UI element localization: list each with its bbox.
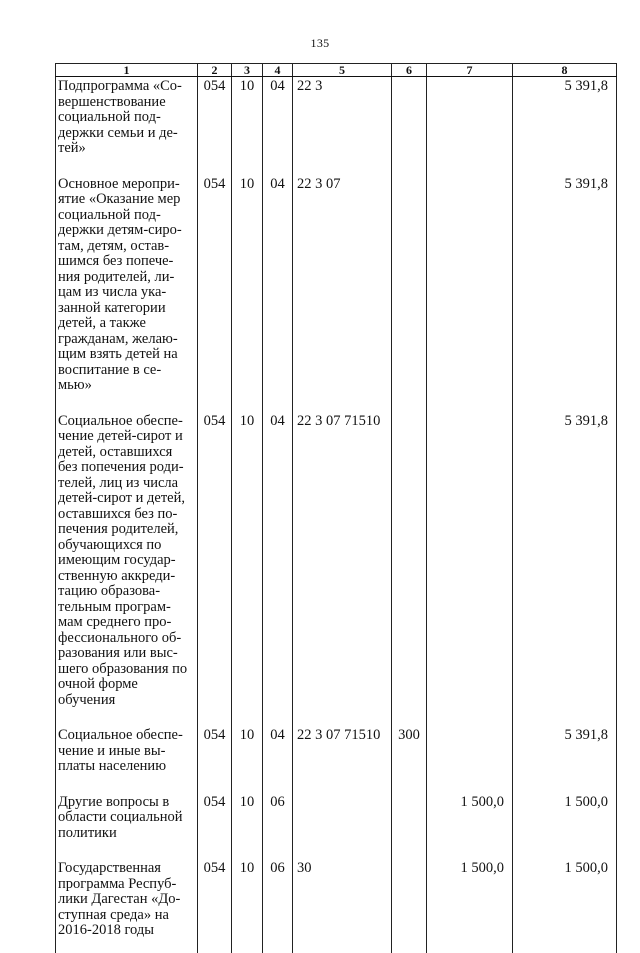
cell-col2: 054 (198, 77, 232, 175)
cell-col4: 06 (263, 859, 293, 953)
cell-col6: 300 (392, 726, 427, 793)
cell-col4: 06 (263, 793, 293, 860)
cell-col4: 04 (263, 726, 293, 793)
table-row (56, 412, 617, 727)
cell-col8: 5 391,8 (513, 726, 617, 793)
cell-col8: 5 391,8 (513, 412, 617, 727)
cell-col7 (427, 77, 513, 175)
cell-col6 (392, 175, 427, 412)
column-header-5: 5 (293, 64, 392, 77)
column-header-6: 6 (392, 64, 427, 77)
row-name: Государственная программа Респуб-лики Дагестан «До-ступная среда» на 2016-2018 годы (56, 859, 198, 953)
cell-col6 (392, 793, 427, 860)
cell-col4: 04 (263, 412, 293, 727)
cell-col7 (427, 175, 513, 412)
cell-col3: 10 (232, 859, 263, 953)
cell-col6 (392, 77, 427, 175)
cell-col8: 5 391,8 (513, 175, 617, 412)
cell-col3: 10 (232, 175, 263, 412)
cell-col7 (427, 412, 513, 727)
column-header-8: 8 (513, 64, 617, 77)
table-row (56, 859, 617, 953)
row-name: Другие вопросы в области социальной политики (56, 793, 198, 860)
cell-col3: 10 (232, 412, 263, 727)
column-header-3: 3 (232, 64, 263, 77)
cell-col7: 1 500,0 (427, 859, 513, 953)
budget-table (55, 63, 617, 953)
cell-col4: 04 (263, 77, 293, 175)
row-name: Подпрограмма «Со-вершенствование социальной под-держки семьи и де-тей» (56, 77, 198, 175)
cell-col5: 22 3 07 71510 (293, 726, 392, 793)
cell-col3: 10 (232, 726, 263, 793)
table-row (56, 726, 617, 793)
page-number: 135 (310, 36, 330, 50)
cell-col7: 1 500,0 (427, 793, 513, 860)
cell-col3: 10 (232, 793, 263, 860)
cell-col2: 054 (198, 412, 232, 727)
cell-col2: 054 (198, 859, 232, 953)
cell-col5: 22 3 (293, 77, 392, 175)
cell-col8: 1 500,0 (513, 793, 617, 860)
table-row (56, 77, 617, 175)
table-row (56, 793, 617, 860)
cell-col5: 30 (293, 859, 392, 953)
cell-col7 (427, 726, 513, 793)
cell-col5: 22 3 07 (293, 175, 392, 412)
cell-col6 (392, 412, 427, 727)
column-header-4: 4 (263, 64, 293, 77)
cell-col2: 054 (198, 793, 232, 860)
row-name: Основное меропри-ятие «Оказание мер социальной под-держки детям-сиро-там, детям, остав-шимся без попече-ния родителей, ли-цам из числа ука-занной категории детей, а также гражданам, желаю-щим взять детей на воспитание в се-мью» (56, 175, 198, 412)
cell-col6 (392, 859, 427, 953)
cell-col4: 04 (263, 175, 293, 412)
row-name: Социальное обеспе-чение детей-сирот и детей, оставшихся без попечения роди-телей, лиц из числа детей-сирот и детей, оставшихся без по-печения родителей, обучающихся по имеющим государ-ственную аккреди-тацию образова-тельным програм-мам среднего про-фессионального об-разования или выс-шего образования по очной форме обучения (56, 412, 198, 727)
cell-col8: 1 500,0 (513, 859, 617, 953)
row-name: Социальное обеспе-чение и иные вы-платы населению (56, 726, 198, 793)
cell-col3: 10 (232, 77, 263, 175)
column-header-1: 1 (56, 64, 198, 77)
cell-col5: 22 3 07 71510 (293, 412, 392, 727)
cell-col2: 054 (198, 175, 232, 412)
cell-col5 (293, 793, 392, 860)
column-header-7: 7 (427, 64, 513, 77)
table-row (56, 175, 617, 412)
column-header-2: 2 (198, 64, 232, 77)
table-header-row (56, 64, 617, 77)
cell-col2: 054 (198, 726, 232, 793)
cell-col8: 5 391,8 (513, 77, 617, 175)
